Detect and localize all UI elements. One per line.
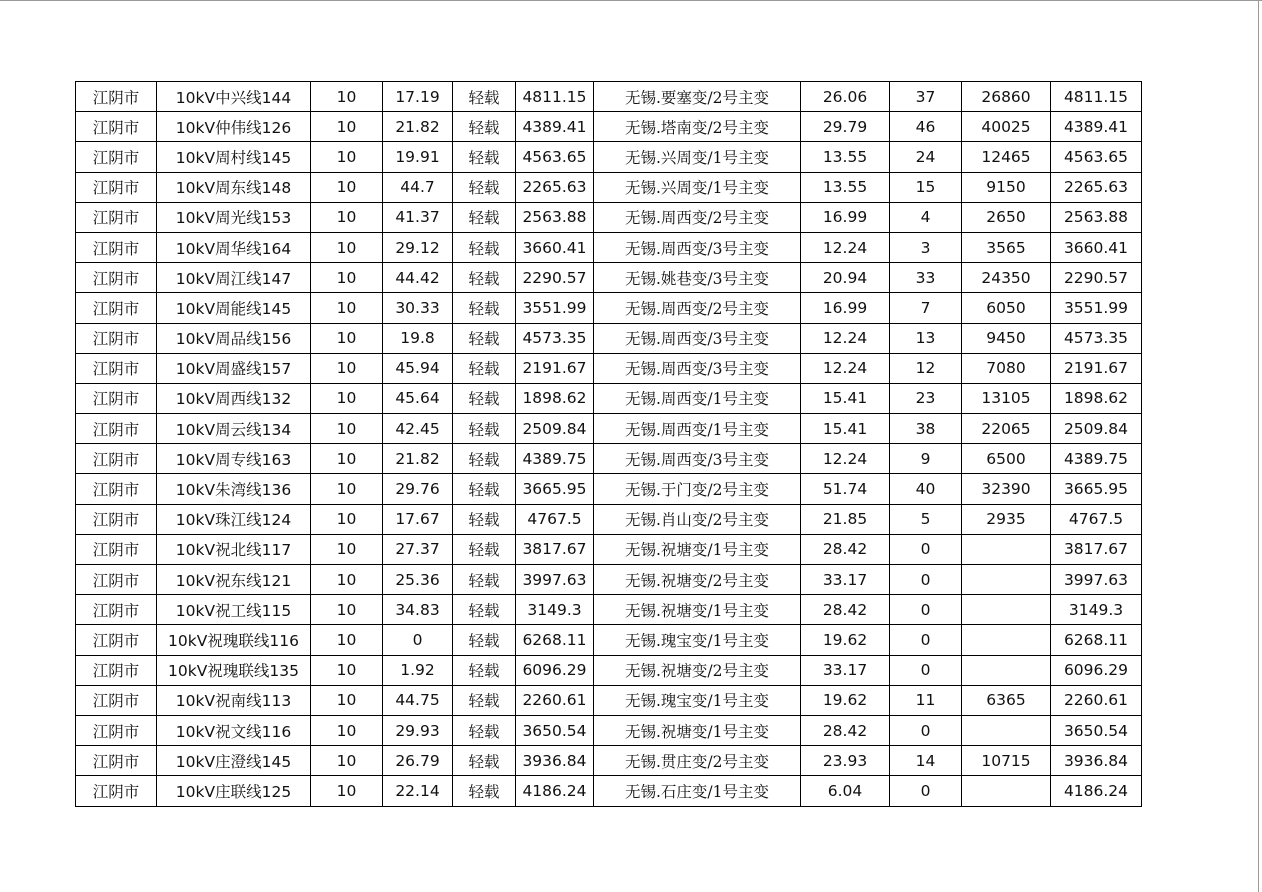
city-cell: 江阴市 (76, 776, 157, 806)
voltage-cell: 10 (311, 776, 383, 806)
substation-rate-cell: 12.24 (801, 353, 890, 383)
city-cell: 江阴市 (76, 595, 157, 625)
voltage-cell: 10 (311, 353, 383, 383)
line-name-cell: 10kV朱湾线136 (157, 474, 311, 504)
city-cell: 江阴市 (76, 232, 157, 262)
table-row (76, 172, 1142, 202)
substation-cell: 无锡.祝塘变/2号主变 (594, 565, 801, 595)
table-row (76, 323, 1142, 353)
table-row (76, 414, 1142, 444)
city-cell: 江阴市 (76, 383, 157, 413)
substation-rate-cell: 13.55 (801, 172, 890, 202)
load-status-cell: 轻载 (453, 655, 516, 685)
substation-cell: 无锡.周西变/2号主变 (594, 293, 801, 323)
load-status-cell: 轻载 (453, 263, 516, 293)
line-name-cell: 10kV庄澄线145 (157, 746, 311, 776)
line-name-cell: 10kV周东线148 (157, 172, 311, 202)
available-capacity-cell: 2191.67 (516, 353, 594, 383)
total-cell: 10715 (962, 746, 1051, 776)
voltage-cell: 10 (311, 414, 383, 444)
total-cell (962, 655, 1051, 685)
count-cell: 7 (890, 293, 962, 323)
voltage-cell: 10 (311, 685, 383, 715)
load-status-cell: 轻载 (453, 202, 516, 232)
available-capacity-cell: 4563.65 (516, 142, 594, 172)
remaining-capacity-cell: 3997.63 (1051, 565, 1142, 595)
substation-cell: 无锡.石庄变/1号主变 (594, 776, 801, 806)
table-row (76, 655, 1142, 685)
count-cell: 15 (890, 172, 962, 202)
remaining-capacity-cell: 2265.63 (1051, 172, 1142, 202)
line-name-cell: 10kV祝瑰联线135 (157, 655, 311, 685)
available-capacity-cell: 3665.95 (516, 474, 594, 504)
substation-rate-cell: 28.42 (801, 715, 890, 745)
load-status-cell: 轻载 (453, 353, 516, 383)
substation-cell: 无锡.肖山变/2号主变 (594, 504, 801, 534)
total-cell: 24350 (962, 263, 1051, 293)
voltage-cell: 10 (311, 474, 383, 504)
substation-cell: 无锡.要塞变/2号主变 (594, 82, 801, 112)
available-capacity-cell: 4811.15 (516, 82, 594, 112)
line-name-cell: 10kV周光线153 (157, 202, 311, 232)
voltage-cell: 10 (311, 202, 383, 232)
city-cell: 江阴市 (76, 142, 157, 172)
remaining-capacity-cell: 1898.62 (1051, 383, 1142, 413)
available-capacity-cell: 6096.29 (516, 655, 594, 685)
voltage-cell: 10 (311, 172, 383, 202)
total-cell: 22065 (962, 414, 1051, 444)
total-cell: 9450 (962, 323, 1051, 353)
remaining-capacity-cell: 4573.35 (1051, 323, 1142, 353)
city-cell: 江阴市 (76, 444, 157, 474)
count-cell: 5 (890, 504, 962, 534)
remaining-capacity-cell: 3936.84 (1051, 746, 1142, 776)
voltage-cell: 10 (311, 232, 383, 262)
load-status-cell: 轻载 (453, 625, 516, 655)
city-cell: 江阴市 (76, 202, 157, 232)
load-rate-cell: 26.79 (383, 746, 453, 776)
load-rate-cell: 41.37 (383, 202, 453, 232)
substation-cell: 无锡.塔南变/2号主变 (594, 112, 801, 142)
city-cell: 江阴市 (76, 625, 157, 655)
load-status-cell: 轻载 (453, 715, 516, 745)
city-cell: 江阴市 (76, 293, 157, 323)
remaining-capacity-cell: 3660.41 (1051, 232, 1142, 262)
available-capacity-cell: 3936.84 (516, 746, 594, 776)
count-cell: 0 (890, 595, 962, 625)
substation-cell: 无锡.周西变/3号主变 (594, 232, 801, 262)
substation-cell: 无锡.祝塘变/2号主变 (594, 655, 801, 685)
remaining-capacity-cell: 4389.75 (1051, 444, 1142, 474)
table-row (76, 746, 1142, 776)
load-status-cell: 轻载 (453, 776, 516, 806)
available-capacity-cell: 3660.41 (516, 232, 594, 262)
substation-cell: 无锡.祝塘变/1号主变 (594, 534, 801, 564)
load-status-cell: 轻载 (453, 293, 516, 323)
line-name-cell: 10kV祝工线115 (157, 595, 311, 625)
voltage-cell: 10 (311, 595, 383, 625)
load-rate-cell: 44.7 (383, 172, 453, 202)
substation-rate-cell: 26.06 (801, 82, 890, 112)
total-cell: 40025 (962, 112, 1051, 142)
table-row (76, 595, 1142, 625)
load-status-cell: 轻载 (453, 534, 516, 564)
line-name-cell: 10kV祝南线113 (157, 685, 311, 715)
count-cell: 4 (890, 202, 962, 232)
substation-rate-cell: 19.62 (801, 625, 890, 655)
voltage-cell: 10 (311, 383, 383, 413)
city-cell: 江阴市 (76, 323, 157, 353)
substation-cell: 无锡.祝塘变/1号主变 (594, 715, 801, 745)
voltage-cell: 10 (311, 293, 383, 323)
count-cell: 9 (890, 444, 962, 474)
load-rate-cell: 29.76 (383, 474, 453, 504)
load-status-cell: 轻载 (453, 383, 516, 413)
load-status-cell: 轻载 (453, 595, 516, 625)
city-cell: 江阴市 (76, 82, 157, 112)
table-row (76, 383, 1142, 413)
line-name-cell: 10kV周西线132 (157, 383, 311, 413)
total-cell (962, 715, 1051, 745)
available-capacity-cell: 4389.41 (516, 112, 594, 142)
remaining-capacity-cell: 4811.15 (1051, 82, 1142, 112)
load-rate-cell: 42.45 (383, 414, 453, 444)
city-cell: 江阴市 (76, 655, 157, 685)
total-cell (962, 776, 1051, 806)
city-cell: 江阴市 (76, 685, 157, 715)
city-cell: 江阴市 (76, 504, 157, 534)
voltage-cell: 10 (311, 625, 383, 655)
load-rate-cell: 22.14 (383, 776, 453, 806)
load-rate-cell: 44.75 (383, 685, 453, 715)
table-row (76, 142, 1142, 172)
substation-rate-cell: 19.62 (801, 685, 890, 715)
available-capacity-cell: 2563.88 (516, 202, 594, 232)
substation-cell: 无锡.祝塘变/1号主变 (594, 595, 801, 625)
total-cell: 32390 (962, 474, 1051, 504)
available-capacity-cell: 3149.3 (516, 595, 594, 625)
line-name-cell: 10kV中兴线144 (157, 82, 311, 112)
line-name-cell: 10kV珠江线124 (157, 504, 311, 534)
load-rate-cell: 44.42 (383, 263, 453, 293)
table-row (76, 625, 1142, 655)
load-rate-cell: 19.8 (383, 323, 453, 353)
load-status-cell: 轻载 (453, 142, 516, 172)
remaining-capacity-cell: 4389.41 (1051, 112, 1142, 142)
load-rate-cell: 30.33 (383, 293, 453, 323)
load-rate-cell: 45.64 (383, 383, 453, 413)
remaining-capacity-cell: 3149.3 (1051, 595, 1142, 625)
voltage-cell: 10 (311, 534, 383, 564)
line-name-cell: 10kV祝东线121 (157, 565, 311, 595)
substation-rate-cell: 12.24 (801, 323, 890, 353)
city-cell: 江阴市 (76, 353, 157, 383)
total-cell: 6365 (962, 685, 1051, 715)
load-status-cell: 轻载 (453, 504, 516, 534)
total-cell: 12465 (962, 142, 1051, 172)
total-cell: 6500 (962, 444, 1051, 474)
substation-cell: 无锡.于门变/2号主变 (594, 474, 801, 504)
table-row (76, 534, 1142, 564)
city-cell: 江阴市 (76, 414, 157, 444)
remaining-capacity-cell: 3551.99 (1051, 293, 1142, 323)
load-status-cell: 轻载 (453, 323, 516, 353)
available-capacity-cell: 3997.63 (516, 565, 594, 595)
available-capacity-cell: 4389.75 (516, 444, 594, 474)
total-cell (962, 595, 1051, 625)
available-capacity-cell: 1898.62 (516, 383, 594, 413)
voltage-cell: 10 (311, 82, 383, 112)
line-name-cell: 10kV仲伟线126 (157, 112, 311, 142)
load-rate-cell: 17.67 (383, 504, 453, 534)
substation-rate-cell: 12.24 (801, 232, 890, 262)
count-cell: 0 (890, 655, 962, 685)
available-capacity-cell: 4573.35 (516, 323, 594, 353)
total-cell (962, 534, 1051, 564)
table-row (76, 565, 1142, 595)
table-row (76, 474, 1142, 504)
load-rate-cell: 21.82 (383, 112, 453, 142)
line-name-cell: 10kV祝北线117 (157, 534, 311, 564)
substation-rate-cell: 23.93 (801, 746, 890, 776)
count-cell: 12 (890, 353, 962, 383)
line-name-cell: 10kV周云线134 (157, 414, 311, 444)
line-name-cell: 10kV庄联线125 (157, 776, 311, 806)
count-cell: 0 (890, 715, 962, 745)
available-capacity-cell: 2260.61 (516, 685, 594, 715)
total-cell (962, 565, 1051, 595)
substation-rate-cell: 28.42 (801, 534, 890, 564)
remaining-capacity-cell: 6096.29 (1051, 655, 1142, 685)
substation-cell: 无锡.瑰宝变/1号主变 (594, 685, 801, 715)
remaining-capacity-cell: 6268.11 (1051, 625, 1142, 655)
available-capacity-cell: 2265.63 (516, 172, 594, 202)
available-capacity-cell: 6268.11 (516, 625, 594, 655)
count-cell: 37 (890, 82, 962, 112)
feeder-capacity-table (75, 81, 1142, 807)
city-cell: 江阴市 (76, 746, 157, 776)
load-status-cell: 轻载 (453, 565, 516, 595)
load-status-cell: 轻载 (453, 172, 516, 202)
load-status-cell: 轻载 (453, 82, 516, 112)
total-cell: 2935 (962, 504, 1051, 534)
count-cell: 23 (890, 383, 962, 413)
substation-rate-cell: 15.41 (801, 383, 890, 413)
substation-cell: 无锡.周西变/2号主变 (594, 202, 801, 232)
substation-rate-cell: 6.04 (801, 776, 890, 806)
substation-rate-cell: 33.17 (801, 655, 890, 685)
load-status-cell: 轻载 (453, 746, 516, 776)
total-cell: 6050 (962, 293, 1051, 323)
substation-cell: 无锡.兴周变/1号主变 (594, 142, 801, 172)
load-status-cell: 轻载 (453, 232, 516, 262)
substation-cell: 无锡.周西变/1号主变 (594, 383, 801, 413)
line-name-cell: 10kV祝文线116 (157, 715, 311, 745)
city-cell: 江阴市 (76, 715, 157, 745)
substation-rate-cell: 16.99 (801, 202, 890, 232)
line-name-cell: 10kV周品线156 (157, 323, 311, 353)
voltage-cell: 10 (311, 263, 383, 293)
available-capacity-cell: 3650.54 (516, 715, 594, 745)
voltage-cell: 10 (311, 504, 383, 534)
count-cell: 0 (890, 625, 962, 655)
substation-rate-cell: 51.74 (801, 474, 890, 504)
line-name-cell: 10kV周村线145 (157, 142, 311, 172)
substation-rate-cell: 33.17 (801, 565, 890, 595)
city-cell: 江阴市 (76, 565, 157, 595)
voltage-cell: 10 (311, 746, 383, 776)
line-name-cell: 10kV周江线147 (157, 263, 311, 293)
line-name-cell: 10kV周能线145 (157, 293, 311, 323)
substation-rate-cell: 29.79 (801, 112, 890, 142)
load-status-cell: 轻载 (453, 444, 516, 474)
load-rate-cell: 0 (383, 625, 453, 655)
substation-cell: 无锡.周西变/3号主变 (594, 444, 801, 474)
substation-rate-cell: 16.99 (801, 293, 890, 323)
count-cell: 0 (890, 565, 962, 595)
voltage-cell: 10 (311, 715, 383, 745)
table-row (76, 504, 1142, 534)
available-capacity-cell: 3551.99 (516, 293, 594, 323)
remaining-capacity-cell: 2260.61 (1051, 685, 1142, 715)
voltage-cell: 10 (311, 142, 383, 172)
table-row (76, 776, 1142, 806)
remaining-capacity-cell: 4186.24 (1051, 776, 1142, 806)
total-cell: 26860 (962, 82, 1051, 112)
count-cell: 46 (890, 112, 962, 142)
load-status-cell: 轻载 (453, 685, 516, 715)
count-cell: 24 (890, 142, 962, 172)
load-rate-cell: 17.19 (383, 82, 453, 112)
voltage-cell: 10 (311, 655, 383, 685)
substation-cell: 无锡.周西变/3号主变 (594, 323, 801, 353)
substation-cell: 无锡.周西变/1号主变 (594, 414, 801, 444)
load-rate-cell: 21.82 (383, 444, 453, 474)
table-row (76, 232, 1142, 262)
substation-cell: 无锡.兴周变/1号主变 (594, 172, 801, 202)
remaining-capacity-cell: 4563.65 (1051, 142, 1142, 172)
line-name-cell: 10kV周专线163 (157, 444, 311, 474)
count-cell: 38 (890, 414, 962, 444)
table-row (76, 293, 1142, 323)
remaining-capacity-cell: 2509.84 (1051, 414, 1142, 444)
load-rate-cell: 19.91 (383, 142, 453, 172)
substation-cell: 无锡.姚巷变/3号主变 (594, 263, 801, 293)
voltage-cell: 10 (311, 323, 383, 353)
load-rate-cell: 1.92 (383, 655, 453, 685)
substation-rate-cell: 15.41 (801, 414, 890, 444)
table-row (76, 685, 1142, 715)
available-capacity-cell: 2509.84 (516, 414, 594, 444)
load-rate-cell: 27.37 (383, 534, 453, 564)
load-rate-cell: 29.93 (383, 715, 453, 745)
table-row (76, 112, 1142, 142)
remaining-capacity-cell: 2290.57 (1051, 263, 1142, 293)
remaining-capacity-cell: 2191.67 (1051, 353, 1142, 383)
voltage-cell: 10 (311, 565, 383, 595)
remaining-capacity-cell: 3817.67 (1051, 534, 1142, 564)
available-capacity-cell: 3817.67 (516, 534, 594, 564)
count-cell: 13 (890, 323, 962, 353)
city-cell: 江阴市 (76, 534, 157, 564)
table-row (76, 353, 1142, 383)
count-cell: 40 (890, 474, 962, 504)
city-cell: 江阴市 (76, 263, 157, 293)
table-row (76, 82, 1142, 112)
total-cell (962, 625, 1051, 655)
total-cell: 2650 (962, 202, 1051, 232)
load-rate-cell: 25.36 (383, 565, 453, 595)
load-status-cell: 轻载 (453, 112, 516, 142)
total-cell: 3565 (962, 232, 1051, 262)
table-body (76, 82, 1142, 807)
remaining-capacity-cell: 4767.5 (1051, 504, 1142, 534)
load-status-cell: 轻载 (453, 414, 516, 444)
count-cell: 33 (890, 263, 962, 293)
substation-cell: 无锡.瑰宝变/1号主变 (594, 625, 801, 655)
remaining-capacity-cell: 3650.54 (1051, 715, 1142, 745)
substation-rate-cell: 13.55 (801, 142, 890, 172)
load-rate-cell: 45.94 (383, 353, 453, 383)
count-cell: 0 (890, 776, 962, 806)
substation-cell: 无锡.周西变/3号主变 (594, 353, 801, 383)
table-row (76, 202, 1142, 232)
total-cell: 13105 (962, 383, 1051, 413)
table-row (76, 444, 1142, 474)
count-cell: 11 (890, 685, 962, 715)
line-name-cell: 10kV祝瑰联线116 (157, 625, 311, 655)
substation-rate-cell: 12.24 (801, 444, 890, 474)
load-rate-cell: 34.83 (383, 595, 453, 625)
count-cell: 14 (890, 746, 962, 776)
available-capacity-cell: 4767.5 (516, 504, 594, 534)
line-name-cell: 10kV周华线164 (157, 232, 311, 262)
substation-rate-cell: 28.42 (801, 595, 890, 625)
page-border-right (1258, 0, 1259, 892)
substation-rate-cell: 21.85 (801, 504, 890, 534)
line-name-cell: 10kV周盛线157 (157, 353, 311, 383)
voltage-cell: 10 (311, 112, 383, 142)
count-cell: 0 (890, 534, 962, 564)
substation-cell: 无锡.贯庄变/2号主变 (594, 746, 801, 776)
count-cell: 3 (890, 232, 962, 262)
city-cell: 江阴市 (76, 474, 157, 504)
page-border-top (0, 0, 1262, 1)
load-status-cell: 轻载 (453, 474, 516, 504)
remaining-capacity-cell: 3665.95 (1051, 474, 1142, 504)
table-row (76, 715, 1142, 745)
city-cell: 江阴市 (76, 172, 157, 202)
available-capacity-cell: 2290.57 (516, 263, 594, 293)
total-cell: 9150 (962, 172, 1051, 202)
city-cell: 江阴市 (76, 112, 157, 142)
load-rate-cell: 29.12 (383, 232, 453, 262)
total-cell: 7080 (962, 353, 1051, 383)
available-capacity-cell: 4186.24 (516, 776, 594, 806)
table-row (76, 263, 1142, 293)
substation-rate-cell: 20.94 (801, 263, 890, 293)
voltage-cell: 10 (311, 444, 383, 474)
remaining-capacity-cell: 2563.88 (1051, 202, 1142, 232)
